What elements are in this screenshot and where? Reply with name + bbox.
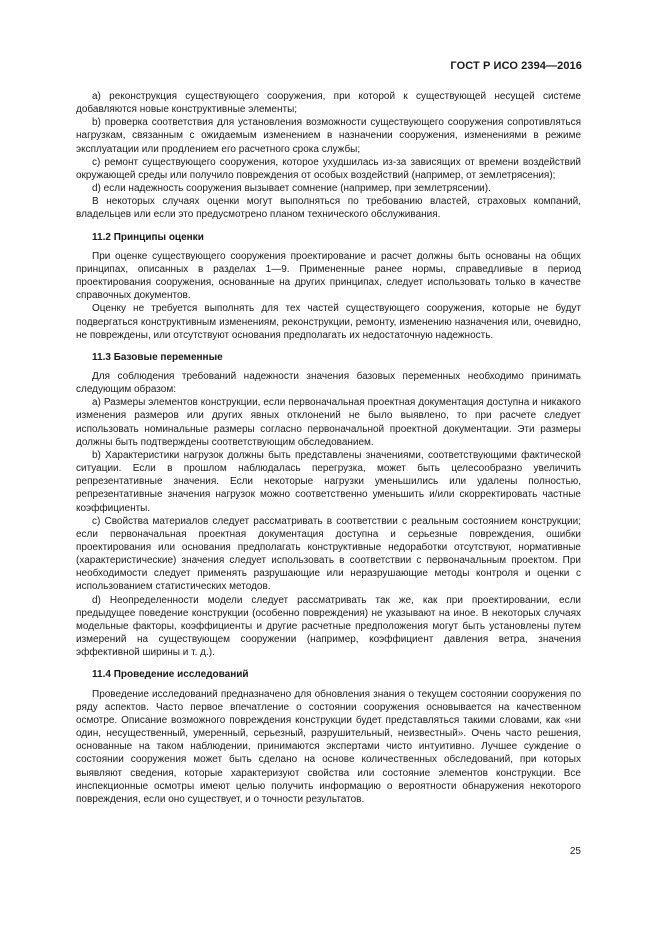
intro-item-c: c) ремонт существующего сооружения, которое ухудшилась из-за зависящих от времени воздействий окружающей среды или получило повреждения от особых воздействий (например, от землетрясения); bbox=[76, 156, 581, 181]
section-11-3-paragraph: Для соблюдения требований надежности значения базовых переменных необходимо принимать следующим образом: bbox=[76, 370, 581, 396]
section-11-3-item-a: a) Размеры элементов конструкции, если первоначальная проектная документация доступна и никакого изменения размеров или других явных отклонений не было выявлено, то при расчете следует использовать номинальные размеры согласно первоначальной проектной документации. Эти размеры должны быть подтверждены соответствующим обследованием. bbox=[76, 397, 581, 448]
section-11-2-heading: 11.2 Принципы оценки bbox=[92, 231, 204, 243]
section-11-2-paragraph-1: При оценке существующего сооружения проектирование и расчет должны быть основаны на общих принципах, описанных в разделах 1—9. Примененные ранее нормы, справедливые в период проектирования сооружения, основанные на других принципах, следует использовать только в качестве справочных документов. bbox=[76, 250, 581, 302]
section-11-3-heading: 11.3 Базовые переменные bbox=[92, 351, 223, 363]
section-11-4-heading: 11.4 Проведение исследований bbox=[92, 669, 249, 681]
intro-paragraph: В некоторых случаях оценки могут выполняться по требованию властей, страховых компаний, владельцев или если это предусмотрено планом технического обслуживания. bbox=[76, 196, 581, 221]
intro-item-d: d) если надежность сооружения вызывает сомнение (например, при землетрясении). bbox=[92, 183, 491, 195]
section-11-3-item-c: c) Свойства материалов следует рассматривать в соответствии с реальным состоянием конструкции; если первоначальная проектная документация доступна и серьезные повреждения, ошибки проектирования или основания предполагать конструктивные недоработки отсутствуют, нормативные (характеристические) значения следует использовать в соответствии с первоначальным проектом. При необходимости следует применять разрушающие или неразрушающие методы контроля и оценки с использованием статистических методов. bbox=[76, 515, 581, 593]
section-11-3-item-b: b) Характеристики нагрузок должны быть представлены значениями, соответствующими фактической ситуации. Если в прошлом наблюдалась перегрузка, может быть целесообразно увеличить репрезентативные значения. Если некоторые нагрузки уменьшились или удалены полностью, репрезентативные значения нагрузок можно соответственно уменьшить и/или скорректировать частные коэффициенты. bbox=[76, 449, 581, 514]
intro-item-b: b) проверка соответствия для установления возможности существующего сооружения сопротивляться нагрузкам, связанным с ожидаемым изменением в назначении сооружения, изменениями в режиме эксплуатации или продлением его расчетного срока службы; bbox=[76, 117, 581, 155]
section-11-3-item-d: d) Неопределенности модели следует рассматривать так же, как при проектировании, если предыдущее поведение конструкции (особенно повреждения) не указывают на иное. В некоторых случаях модельные факторы, коэффициенты и другие расчетные предположения могут быть установлены путем измерений на существующем сооружении (например, коэффициент давления ветра, значения эффективной ширины и т. д.). bbox=[76, 594, 581, 659]
section-11-4-paragraph: Проведение исследований предназначено для обновления знания о текущем состоянии сооружения по ряду аспектов. Часто первое впечатление о состоянии сооружения основывается на качественном осмотре. Описание возможного повреждения конструкции будет представляться такими словами, как «ни один, несущественный, умеренный, серьезный, разрушительный, неизвестный». Очень часто решения, основанные на таком наблюдении, принимаются экспертами чисто интуитивно. Лучшее суждение о состоянии сооружения может быть сделано на основе количественных обследований, при которых выявляют сведения, которые характеризуют свойства или состояние элементов конструкции. Все инспекционные осмотры имеют целью получить информацию о вероятности обнаружения некоторого повреждения, если оно существует, и о точности результатов. bbox=[76, 688, 581, 805]
document-body bbox=[76, 90, 581, 806]
document-header: ГОСТ Р ИСО 2394—2016 bbox=[450, 60, 582, 72]
page-number: 25 bbox=[569, 846, 581, 857]
intro-item-a: a) реконструкция существующего сооружения, при которой к существующей несущей системе добавляются новые конструктивные элементы; bbox=[76, 91, 581, 116]
section-11-2-paragraph-2: Оценку не требуется выполнять для тех частей существующего сооружения, которые не будут подвергаться конструктивным изменениям, реконструкции, ремонту, изменению назначения или, очевидно, не повреждены, или отсутствуют основания предполагать их недостаточную надежность. bbox=[76, 303, 581, 341]
